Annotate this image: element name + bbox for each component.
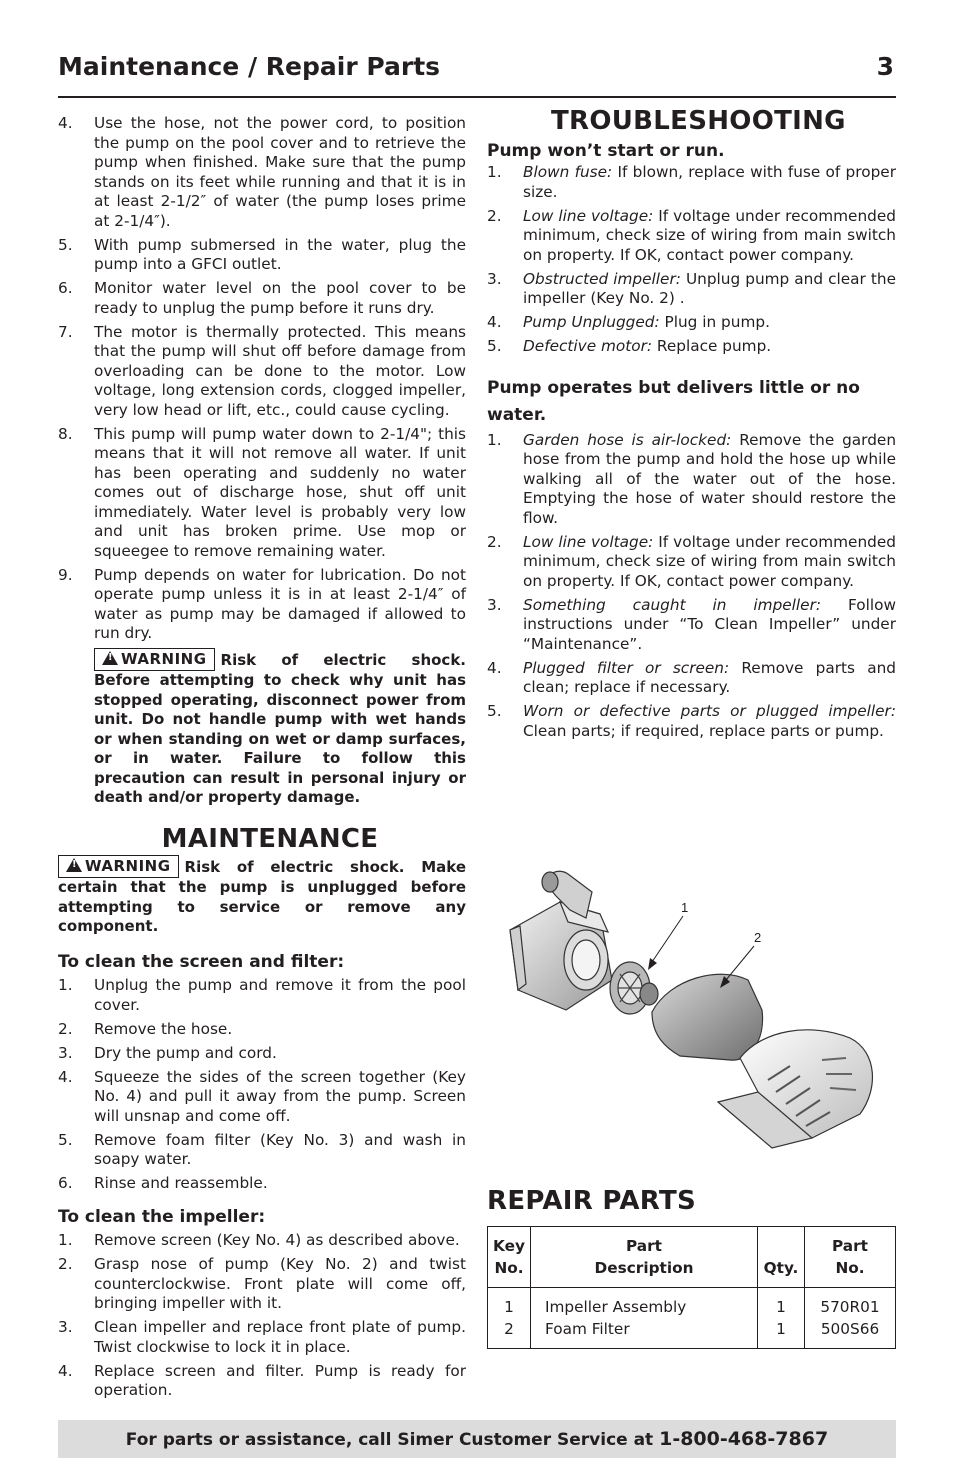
impeller-list [58, 1231, 466, 1401]
service-phone-number: 1-800-468-7867 [659, 1428, 829, 1450]
list-item: 4. Squeeze the sides of the screen together (Key No. 4) and pull it away from the pump. Screen will unsnap and come off. [58, 1067, 466, 1125]
callout-2: 2 [754, 930, 762, 945]
impeller [610, 962, 658, 1014]
list-item: 8. This pump will pump water down to 2-1/4"; this means that it will not remove all water. If unit has been operating and suddenly no water comes out of discharge hose, shut off unit immediately. Water level is probably very low and unit has broken prime. Use mop or squeegee to remove remaining water. [58, 424, 466, 560]
repair-parts-section [487, 1186, 896, 1349]
right-column [487, 106, 897, 746]
left-column [58, 114, 466, 1405]
screen-filter-heading: To clean the screen and filter: [58, 951, 345, 972]
page-title: Maintenance / Repair Parts [58, 52, 441, 81]
list-item: 7. The motor is thermally protected. This means that the pump will shut off before damage from overloading can be done to the motor. Low voltage, long extension cords, clogged impeller, very low head or lift, etc., could cause cycling. [58, 322, 466, 419]
list-item: 6. Monitor water level on the pool cover to be ready to unplug the pump before it runs dry. [58, 279, 466, 317]
no-start-heading: Pump won’t start or run. [487, 140, 725, 161]
list-item: 3. Obstructed impeller: Unplug pump and clear the impeller (Key No. 2) . [487, 269, 896, 307]
list-item: 6. Rinse and reassemble. [58, 1174, 268, 1192]
troubleshooting-heading: TROUBLESHOOTING [551, 106, 846, 136]
warning-badge: !WARNING [94, 648, 215, 671]
warning-badge: !WARNING [58, 855, 179, 878]
warning-triangle-icon [102, 651, 118, 665]
col-header-part-no: Part No. [805, 1227, 896, 1288]
pump-body [510, 871, 612, 1010]
impeller-heading: To clean the impeller: [58, 1206, 266, 1227]
list-item: 5. Worn or defective parts or plugged impeller: Clean parts; if required, replace parts or pump. [487, 702, 896, 740]
service-footer: For parts or assistance, call Simer Customer Service at 1-800-468-7867 [58, 1420, 896, 1458]
screen-filter-list [58, 976, 466, 1194]
list-item: 2. Low line voltage: If voltage under recommended minimum, check size of wiring from main switch on property. If OK, contact power company. [487, 532, 896, 590]
col-header-description: Part Description [531, 1227, 758, 1288]
warning-triangle-icon [66, 858, 82, 872]
callout-1-arrow-icon [648, 958, 657, 970]
little-water-list [487, 431, 896, 742]
repair-parts-heading: REPAIR PARTS [487, 1186, 697, 1216]
table-header-row [488, 1227, 896, 1288]
list-item: 1. Garden hose is air-locked: Remove the garden hose from the pump and hold the hose up while walking all of the water out of the hose. Emptying the hose of water should restore the flow. [487, 430, 897, 527]
col-header-qty: Qty. [758, 1227, 805, 1288]
list-item: 3. Dry the pump and cord. [58, 1043, 277, 1062]
list-item: 3. Something caught in impeller: Follow instructions under “To Clean Impeller” under “Maintenance”. [487, 595, 896, 653]
page-header [58, 50, 896, 98]
maintenance-heading: MAINTENANCE [161, 823, 379, 854]
repair-parts-table [487, 1226, 896, 1349]
list-item: 2. Low line voltage: If voltage under recommended minimum, check size of wiring from main switch on property. If OK, contact power company. [487, 206, 896, 264]
callout-1-leader [652, 916, 683, 962]
callout-2-leader [726, 946, 754, 980]
page-number: 3 [876, 52, 894, 81]
list-item: 5. Defective motor: Replace pump. [487, 337, 772, 355]
exploded-pump-diagram [500, 862, 890, 1152]
list-item: 1. Unplug the pump and remove it from the pool cover. [58, 976, 466, 1014]
list-item: 1. Blown fuse: If blown, replace with fuse of proper size. [487, 163, 896, 201]
table-row: 1 2 Impeller Assembly Foam Filter 1 1 570R01 500S66 [488, 1288, 896, 1349]
col-header-key: Key No. [488, 1227, 531, 1288]
little-water-heading: Pump operates but delivers little or no water. [487, 377, 860, 425]
list-item: 3. Clean impeller and replace front plate of pump. Twist clockwise to lock it in place. [58, 1318, 466, 1356]
warning-notice-maintenance: !WARNING Risk of electric shock. Make certain that the pump is unplugged before attempting to service or remove any component. [58, 855, 466, 937]
list-item: 5. Remove foam filter (Key No. 3) and wash in soapy water. [58, 1130, 466, 1168]
warning-notice-operation: !WARNING Risk of electric shock. Before attempting to check why unit has stopped operating, disconnect power from unit. Do not handle pump with wet hands or when standing on wet or damp surfaces, or in water. Failure to follow this precaution can result in personal injury or death and/or property damage. [58, 648, 466, 808]
list-item: 4. Replace screen and filter. Pump is ready for operation. [58, 1361, 466, 1399]
foam-filter [652, 974, 763, 1060]
list-item: 9. Pump depends on water for lubrication. Do not operate pump unless it is in at least 2-1/4″ of water as pump may be damaged if allowed to run dry. [58, 565, 466, 642]
no-start-list [487, 163, 896, 357]
list-item: 2. Remove the hose. [58, 1019, 233, 1038]
list-item: 4. Pump Unplugged: Plug in pump. [487, 313, 770, 331]
list-item: 4. Use the hose, not the power cord, to position the pump on the pool cover and to retrieve the pump when finished. Make sure that the pump stands on its feet while running and that it is in at least 2-1/2″ of water (the pump loses prime at 2-1/4″). [58, 114, 466, 230]
operation-list [58, 114, 466, 644]
list-item: 5. With pump submersed in the water, plug the pump into a GFCI outlet. [58, 235, 466, 273]
list-item: 2. Grasp nose of pump (Key No. 2) and twist counterclockwise. Front plate will come off, bringing impeller with it. [58, 1255, 466, 1312]
list-item: 4. Plugged filter or screen: Remove parts and clean; replace if necessary. [487, 658, 896, 696]
list-item: 1. Remove screen (Key No. 4) as described above. [58, 1231, 460, 1249]
callout-1: 1 [681, 900, 689, 915]
